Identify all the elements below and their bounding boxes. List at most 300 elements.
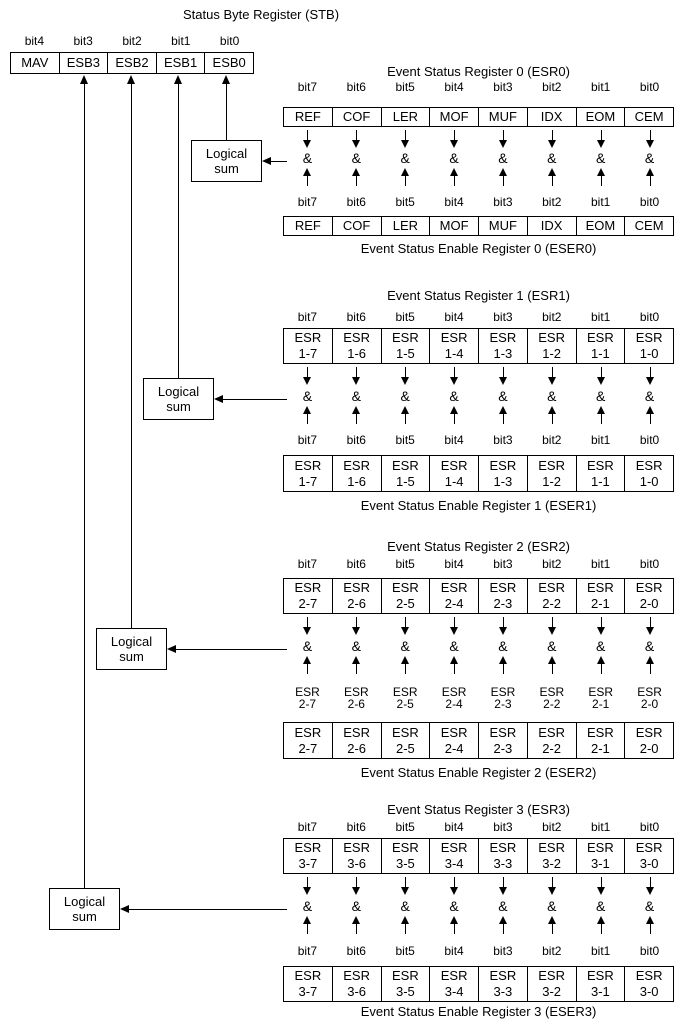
and-symbol: & bbox=[644, 638, 655, 654]
mid-bit-label: bit2 bbox=[542, 944, 562, 958]
label-line: ESR bbox=[343, 685, 369, 699]
stb-register-cell: ESB2 bbox=[107, 53, 156, 73]
arrow-up-icon bbox=[646, 656, 655, 674]
register-bit-cell bbox=[527, 329, 576, 363]
sum-input-line bbox=[176, 649, 287, 650]
arrow-down-icon bbox=[303, 130, 312, 148]
cell-line: ESR bbox=[343, 330, 370, 345]
cell-line: 1-5 bbox=[395, 473, 415, 489]
register-bit-cell bbox=[624, 839, 673, 873]
cell-line: ESR bbox=[538, 330, 565, 345]
bit-label: bit4 bbox=[444, 557, 464, 571]
cell-line: 3-3 bbox=[493, 984, 513, 999]
arrow-down-icon bbox=[352, 367, 361, 385]
enable-bit-cell bbox=[332, 967, 381, 1001]
cell-line: ESR bbox=[440, 724, 468, 740]
arrow-down-icon bbox=[597, 367, 606, 385]
enable-bit-cell bbox=[478, 723, 527, 758]
cell-line: ESR bbox=[538, 724, 565, 740]
register-bit-cell bbox=[284, 329, 332, 363]
arrow-up-icon bbox=[174, 75, 182, 84]
enable-bit-cell: EOM bbox=[576, 217, 625, 235]
register-bit-cell bbox=[284, 839, 332, 873]
mid-bit-label: bit5 bbox=[395, 944, 415, 958]
and-symbol: & bbox=[547, 150, 557, 166]
register-bit-cell bbox=[624, 579, 673, 613]
cell-line: ESR bbox=[489, 580, 517, 595]
arrow-up-icon bbox=[352, 406, 361, 424]
label-line: 2-4 bbox=[445, 697, 463, 711]
label-line: ESR bbox=[441, 685, 467, 699]
mid-bit-label: bit1 bbox=[591, 433, 611, 447]
and-symbol: & bbox=[596, 638, 606, 654]
cell-line: 2-3 bbox=[493, 596, 513, 611]
register-bit-cell bbox=[576, 839, 625, 873]
cell-line: 1-0 bbox=[639, 346, 659, 361]
cell-line: ESR bbox=[294, 840, 322, 855]
and-symbol: & bbox=[302, 638, 313, 654]
arrow-up-icon bbox=[499, 916, 508, 934]
stb-register-cell: MAV bbox=[21, 55, 49, 70]
cell-line: ESR bbox=[635, 457, 663, 473]
stb-register-cell: ESB0 bbox=[204, 53, 253, 73]
enable-bit-cell bbox=[478, 967, 527, 1001]
register-bit-cell bbox=[429, 839, 478, 873]
register-table-esr0 bbox=[283, 107, 674, 127]
bit-label: bit7 bbox=[297, 310, 318, 324]
mid-bit-label: bit0 bbox=[639, 195, 660, 209]
arrow-up-icon bbox=[401, 916, 410, 934]
logical-sum-box: Logical sum bbox=[191, 140, 262, 182]
cell-line: ESR bbox=[392, 724, 419, 740]
cell-line: ESR bbox=[392, 457, 419, 473]
arrow-up-icon bbox=[450, 916, 459, 934]
register-bit-cell: CEM bbox=[624, 108, 673, 126]
arrow-down-icon bbox=[352, 617, 361, 635]
cell-line: ESR bbox=[538, 968, 565, 983]
register-bit-cell bbox=[429, 579, 478, 613]
stb-bit-label: bit4 bbox=[24, 34, 45, 48]
arrow-down-icon bbox=[450, 130, 459, 148]
cell-line: 3-0 bbox=[639, 856, 659, 871]
stb-bit-label: bit0 bbox=[219, 34, 240, 48]
cell-line: ESR bbox=[294, 580, 322, 595]
sum-input-line bbox=[129, 909, 287, 910]
arrow-up-icon bbox=[646, 916, 655, 934]
cell-line: ESR bbox=[343, 840, 370, 855]
cell-line: 2-2 bbox=[542, 596, 562, 611]
arrow-down-icon bbox=[401, 617, 410, 635]
register-bit-cell: REF bbox=[294, 109, 321, 124]
arrow-down-icon bbox=[499, 877, 508, 895]
and-symbol: & bbox=[351, 150, 361, 166]
bit-label: bit7 bbox=[297, 80, 318, 94]
bit-label: bit5 bbox=[395, 557, 415, 571]
stb-to-sum-line bbox=[226, 84, 227, 140]
enable-bit-cell bbox=[381, 967, 430, 1001]
cell-line: 1-7 bbox=[298, 346, 318, 361]
enable-bit-cell bbox=[381, 723, 430, 758]
cell-line: ESR bbox=[343, 724, 370, 740]
stb-to-sum-line bbox=[84, 84, 85, 888]
mid-bit-label bbox=[626, 686, 674, 710]
stb-register-table bbox=[10, 52, 254, 74]
enable-bit-cell bbox=[284, 456, 332, 491]
register-bit-cell bbox=[527, 839, 576, 873]
enable-bit-cell: IDX bbox=[527, 217, 576, 235]
bit-label: bit5 bbox=[395, 80, 415, 94]
register-bit-cell bbox=[478, 579, 527, 613]
mid-bit-label bbox=[577, 686, 625, 710]
arrow-up-icon bbox=[450, 656, 459, 674]
cell-line: 3-5 bbox=[395, 984, 415, 999]
stb-register-cell: ESB3 bbox=[59, 53, 108, 73]
group-caption: Event Status Enable Register 3 (ESER3) bbox=[360, 1004, 597, 1019]
cell-line: ESR bbox=[635, 330, 663, 345]
bit-label: bit3 bbox=[493, 557, 513, 571]
cell-line: 2-2 bbox=[542, 740, 562, 756]
register-table-esr3 bbox=[283, 838, 674, 874]
arrow-left-icon bbox=[167, 645, 176, 653]
enable-bit-cell bbox=[429, 723, 478, 758]
cell-line: ESR bbox=[635, 580, 663, 595]
arrow-down-icon bbox=[450, 877, 459, 895]
enable-table-eser2 bbox=[283, 722, 674, 759]
label-line: 2-3 bbox=[494, 697, 512, 711]
cell-line: 1-1 bbox=[590, 346, 610, 361]
cell-line: ESR bbox=[587, 840, 614, 855]
cell-line: 1-7 bbox=[298, 473, 318, 489]
mid-bit-label: bit6 bbox=[346, 195, 366, 209]
arrow-up-icon bbox=[127, 75, 135, 84]
enable-bit-cell bbox=[527, 967, 576, 1001]
cell-line: ESR bbox=[440, 580, 468, 595]
logical-sum-box: Logical sum bbox=[49, 888, 120, 930]
enable-bit-cell: REF bbox=[294, 218, 321, 233]
arrow-up-icon bbox=[597, 656, 606, 674]
cell-line: 1-3 bbox=[493, 346, 513, 361]
arrow-down-icon bbox=[597, 877, 606, 895]
stb-to-sum-line bbox=[178, 84, 179, 378]
bit-label: bit2 bbox=[542, 820, 562, 834]
bit-label: bit5 bbox=[395, 820, 415, 834]
label-line: 2-7 bbox=[298, 697, 317, 711]
bit-label: bit4 bbox=[444, 80, 464, 94]
group-caption: Event Status Enable Register 2 (ESER2) bbox=[360, 765, 597, 780]
cell-line: 1-0 bbox=[639, 473, 659, 489]
group-caption: Event Status Enable Register 1 (ESER1) bbox=[360, 498, 597, 513]
cell-line: 2-4 bbox=[444, 596, 464, 611]
group-caption: Event Status Enable Register 0 (ESER0) bbox=[360, 241, 597, 256]
cell-line: 2-1 bbox=[590, 596, 610, 611]
arrow-down-icon bbox=[548, 617, 557, 635]
arrow-up-icon bbox=[401, 656, 410, 674]
register-bit-cell bbox=[527, 579, 576, 613]
cell-line: 1-6 bbox=[347, 346, 367, 361]
cell-line: ESR bbox=[294, 968, 322, 983]
register-table-esr1 bbox=[283, 328, 674, 364]
bit-label: bit0 bbox=[639, 310, 660, 324]
arrow-down-icon bbox=[450, 367, 459, 385]
arrow-up-icon bbox=[548, 916, 557, 934]
arrow-down-icon bbox=[303, 367, 312, 385]
and-symbol: & bbox=[449, 898, 459, 914]
and-symbol: & bbox=[498, 150, 508, 166]
register-bit-cell bbox=[284, 579, 332, 613]
enable-bit-cell: MOF bbox=[429, 217, 478, 235]
mid-bit-label: bit7 bbox=[297, 433, 318, 447]
enable-table-eser1 bbox=[283, 455, 674, 492]
bit-label: bit6 bbox=[346, 557, 366, 571]
sum-input-line bbox=[223, 399, 287, 400]
arrow-down-icon bbox=[401, 130, 410, 148]
cell-line: ESR bbox=[489, 457, 517, 473]
cell-line: 2-6 bbox=[347, 596, 367, 611]
and-symbol: & bbox=[351, 898, 361, 914]
cell-line: ESR bbox=[440, 330, 468, 345]
mid-bit-label: bit7 bbox=[297, 195, 318, 209]
and-symbol: & bbox=[498, 898, 508, 914]
enable-bit-cell bbox=[624, 967, 673, 1001]
enable-bit-cell bbox=[429, 456, 478, 491]
enable-table-eser0 bbox=[283, 216, 674, 236]
and-symbol: & bbox=[644, 388, 655, 404]
cell-line: 3-7 bbox=[298, 984, 318, 999]
cell-line: ESR bbox=[343, 968, 370, 983]
cell-line: 3-5 bbox=[395, 856, 415, 871]
arrow-down-icon bbox=[646, 617, 655, 635]
cell-line: 2-3 bbox=[493, 740, 513, 756]
cell-line: 3-1 bbox=[590, 856, 610, 871]
cell-line: 1-4 bbox=[444, 346, 464, 361]
and-symbol: & bbox=[400, 150, 410, 166]
cell-line: ESR bbox=[587, 968, 614, 983]
arrow-up-icon bbox=[548, 656, 557, 674]
cell-line: 1-4 bbox=[444, 473, 464, 489]
mid-bit-label: bit4 bbox=[444, 944, 464, 958]
mid-bit-label: bit6 bbox=[346, 433, 366, 447]
register-bit-cell: LER bbox=[381, 108, 430, 126]
bit-label: bit6 bbox=[346, 310, 366, 324]
enable-bit-cell bbox=[576, 456, 625, 491]
mid-bit-label: bit4 bbox=[444, 433, 464, 447]
cell-line: ESR bbox=[392, 330, 419, 345]
enable-bit-cell: CEM bbox=[624, 217, 673, 235]
cell-line: 2-1 bbox=[590, 740, 610, 756]
and-symbol: & bbox=[449, 638, 459, 654]
bit-label: bit2 bbox=[542, 80, 562, 94]
cell-line: 3-2 bbox=[542, 856, 562, 871]
arrow-down-icon bbox=[303, 877, 312, 895]
mid-bit-label bbox=[430, 686, 478, 710]
cell-line: 3-6 bbox=[347, 984, 367, 999]
enable-bit-cell bbox=[624, 456, 673, 491]
cell-line: 2-5 bbox=[395, 740, 415, 756]
and-symbol: & bbox=[400, 898, 410, 914]
arrow-down-icon bbox=[303, 617, 312, 635]
and-symbol: & bbox=[596, 150, 606, 166]
and-symbol: & bbox=[302, 388, 313, 404]
arrow-down-icon bbox=[352, 130, 361, 148]
arrow-up-icon bbox=[352, 916, 361, 934]
arrow-up-icon bbox=[499, 168, 508, 186]
register-bit-cell bbox=[381, 839, 430, 873]
group-title: Event Status Register 1 (ESR1) bbox=[387, 288, 570, 303]
enable-bit-cell bbox=[478, 456, 527, 491]
bit-label: bit2 bbox=[542, 310, 562, 324]
cell-line: ESR bbox=[440, 840, 468, 855]
enable-bit-cell bbox=[576, 967, 625, 1001]
cell-line: ESR bbox=[392, 968, 419, 983]
label-line: ESR bbox=[295, 685, 320, 699]
bit-label: bit4 bbox=[444, 820, 464, 834]
mid-bit-label: bit2 bbox=[542, 195, 562, 209]
cell-line: 2-4 bbox=[444, 740, 464, 756]
arrow-down-icon bbox=[548, 877, 557, 895]
and-symbol: & bbox=[449, 388, 459, 404]
stb-register-cell: ESB1 bbox=[156, 53, 205, 73]
bit-label: bit5 bbox=[395, 310, 415, 324]
arrow-up-icon bbox=[80, 75, 88, 84]
label-line: 2-6 bbox=[347, 697, 365, 711]
cell-line: ESR bbox=[635, 968, 663, 983]
mid-bit-label: bit7 bbox=[297, 944, 318, 958]
cell-line: ESR bbox=[538, 457, 565, 473]
cell-line: 1-5 bbox=[395, 346, 415, 361]
cell-line: ESR bbox=[489, 330, 517, 345]
mid-bit-label bbox=[381, 686, 429, 710]
bit-label: bit6 bbox=[346, 80, 366, 94]
stb-bit-label: bit3 bbox=[73, 34, 93, 48]
register-bit-cell bbox=[478, 839, 527, 873]
cell-line: 3-4 bbox=[444, 856, 464, 871]
label-line: ESR bbox=[392, 685, 418, 699]
arrow-down-icon bbox=[646, 130, 655, 148]
stb-title: Status Byte Register (STB) bbox=[183, 7, 340, 22]
and-symbol: & bbox=[547, 898, 557, 914]
cell-line: 2-5 bbox=[395, 596, 415, 611]
cell-line: 3-4 bbox=[444, 984, 464, 999]
label-line: ESR bbox=[490, 685, 516, 699]
label-line: 2-0 bbox=[640, 697, 659, 711]
bit-label: bit0 bbox=[639, 80, 660, 94]
mid-bit-label: bit1 bbox=[591, 195, 611, 209]
cell-line: ESR bbox=[635, 724, 663, 740]
arrow-up-icon bbox=[222, 75, 230, 84]
arrow-down-icon bbox=[646, 367, 655, 385]
register-bit-cell bbox=[429, 329, 478, 363]
arrow-left-icon bbox=[262, 157, 271, 165]
enable-bit-cell: COF bbox=[332, 217, 381, 235]
register-bit-cell bbox=[576, 579, 625, 613]
register-bit-cell bbox=[478, 329, 527, 363]
register-bit-cell bbox=[381, 329, 430, 363]
arrow-up-icon bbox=[597, 406, 606, 424]
enable-bit-cell bbox=[332, 723, 381, 758]
arrow-down-icon bbox=[401, 367, 410, 385]
and-symbol: & bbox=[498, 388, 508, 404]
enable-bit-cell bbox=[381, 456, 430, 491]
enable-bit-cell bbox=[284, 723, 332, 758]
label-line: ESR bbox=[588, 685, 614, 699]
arrow-up-icon bbox=[303, 168, 312, 186]
mid-bit-label: bit0 bbox=[639, 433, 660, 447]
enable-table-eser3 bbox=[283, 966, 674, 1002]
bit-label: bit3 bbox=[493, 820, 513, 834]
cell-line: ESR bbox=[587, 330, 614, 345]
arrow-up-icon bbox=[597, 168, 606, 186]
label-line: 2-1 bbox=[592, 697, 610, 711]
register-bit-cell: COF bbox=[332, 108, 381, 126]
arrow-up-icon bbox=[303, 406, 312, 424]
bit-label: bit1 bbox=[591, 557, 611, 571]
cell-line: 1-1 bbox=[590, 473, 610, 489]
arrow-down-icon bbox=[646, 877, 655, 895]
arrow-left-icon bbox=[120, 905, 129, 913]
arrow-up-icon bbox=[499, 406, 508, 424]
cell-line: 1-2 bbox=[542, 346, 562, 361]
arrow-up-icon bbox=[401, 168, 410, 186]
bit-label: bit3 bbox=[493, 310, 513, 324]
register-bit-cell bbox=[332, 839, 381, 873]
bit-label: bit0 bbox=[639, 557, 660, 571]
and-symbol: & bbox=[302, 150, 313, 166]
group-title: Event Status Register 0 (ESR0) bbox=[387, 64, 570, 79]
bit-label: bit1 bbox=[591, 80, 611, 94]
logical-sum-box: Logical sum bbox=[143, 378, 214, 420]
enable-bit-cell bbox=[527, 456, 576, 491]
arrow-up-icon bbox=[303, 656, 312, 674]
arrow-down-icon bbox=[548, 367, 557, 385]
label-line: ESR bbox=[637, 685, 662, 699]
arrow-up-icon bbox=[352, 656, 361, 674]
register-bit-cell bbox=[381, 579, 430, 613]
mid-bit-label bbox=[528, 686, 576, 710]
mid-bit-label: bit1 bbox=[591, 944, 611, 958]
arrow-down-icon bbox=[401, 877, 410, 895]
cell-line: ESR bbox=[489, 724, 517, 740]
arrow-left-icon bbox=[214, 395, 223, 403]
cell-line: ESR bbox=[440, 457, 468, 473]
logical-sum-box: Logical sum bbox=[96, 628, 167, 670]
arrow-down-icon bbox=[597, 617, 606, 635]
arrow-up-icon bbox=[499, 656, 508, 674]
arrow-up-icon bbox=[597, 916, 606, 934]
cell-line: ESR bbox=[294, 457, 322, 473]
enable-bit-cell bbox=[284, 967, 332, 1001]
arrow-down-icon bbox=[499, 367, 508, 385]
cell-line: ESR bbox=[294, 724, 322, 740]
sum-input-line bbox=[271, 161, 287, 162]
enable-bit-cell bbox=[576, 723, 625, 758]
cell-line: 1-3 bbox=[493, 473, 513, 489]
cell-line: 1-2 bbox=[542, 473, 562, 489]
enable-bit-cell bbox=[624, 723, 673, 758]
cell-line: 2-0 bbox=[639, 740, 659, 756]
cell-line: 3-7 bbox=[298, 856, 318, 871]
arrow-up-icon bbox=[450, 168, 459, 186]
label-line: 2-5 bbox=[396, 697, 414, 711]
cell-line: ESR bbox=[489, 968, 517, 983]
register-bit-cell: MUF bbox=[478, 108, 527, 126]
mid-bit-label: bit0 bbox=[639, 944, 660, 958]
cell-line: 3-6 bbox=[347, 856, 367, 871]
arrow-up-icon bbox=[548, 168, 557, 186]
register-bit-cell bbox=[576, 329, 625, 363]
cell-line: ESR bbox=[489, 840, 517, 855]
cell-line: ESR bbox=[538, 840, 565, 855]
cell-line: ESR bbox=[343, 457, 370, 473]
